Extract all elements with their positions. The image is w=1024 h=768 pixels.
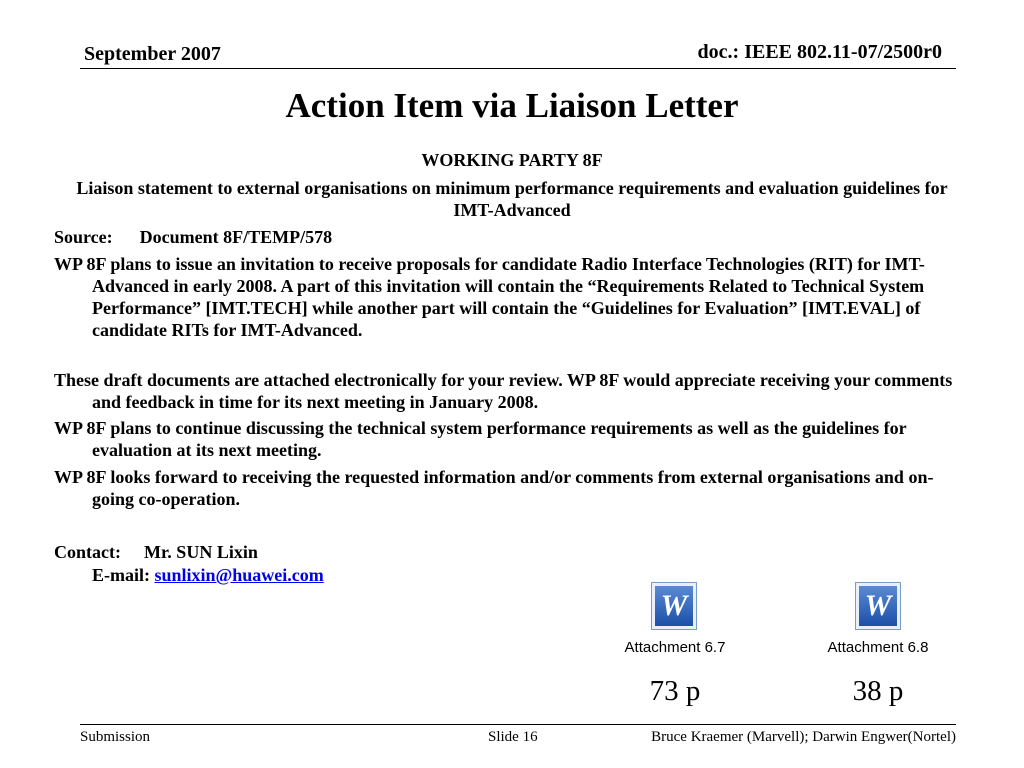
slide-title: Action Item via Liaison Letter	[285, 86, 739, 125]
word-document-icon[interactable]: W	[651, 582, 697, 630]
paragraph-4: WP 8F looks forward to receiving the requested information and/or comments from external organisations and on-going co-operation.	[54, 467, 934, 509]
footer-slide-number: Slide 16	[488, 729, 538, 745]
footer-submission: Submission	[80, 729, 151, 745]
attachment-pages-6-7: 73 p	[649, 675, 701, 707]
source-line	[54, 227, 332, 248]
contact-label: Contact:	[54, 542, 121, 562]
header-rule	[80, 68, 956, 69]
source-value: Document 8F/TEMP/578	[139, 227, 333, 247]
footer-rule	[80, 724, 956, 725]
header-date: September 2007	[84, 43, 221, 65]
contact-name: Mr. SUN Lixin	[143, 542, 258, 562]
liaison-statement: Liaison statement to external organisations on minimum performance requirements and evaluation guidelines for IMT-Advanced	[76, 178, 948, 220]
paragraph-3: WP 8F plans to continue discussing the technical system performance requirements as well as the guidelines for evaluation at its next meeting.	[54, 418, 907, 460]
paragraph-1: WP 8F plans to issue an invitation to receive proposals for candidate Radio Interface Technologies (RIT) for IMT-Advanced in early 2008. A part of this invitation will contain the “Requirements Related to Technical System Performance” [IMT.TECH] while another part will contain the “Guidelines for Evaluation” [IMT.EVAL] of candidate RITs for IMT-Advanced.	[54, 254, 925, 340]
source-label: Source:	[54, 227, 113, 247]
header-doc-id: doc.: IEEE 802.11-07/2500r0	[697, 41, 942, 63]
contact-line	[54, 542, 258, 563]
word-document-icon[interactable]: W	[855, 582, 901, 630]
footer-authors: Bruce Kraemer (Marvell); Darwin Engwer(Nortel)	[651, 729, 956, 745]
paragraph-2: These draft documents are attached electronically for your review. WP 8F would appreciate receiving your comments and feedback in time for its next meeting in January 2008.	[54, 370, 953, 412]
attachment-pages-6-8: 38 p	[852, 675, 904, 707]
attachment-label-6-7: Attachment 6.7	[624, 639, 726, 656]
attachment-label-6-8: Attachment 6.8	[827, 639, 929, 656]
email-label: E-mail:	[92, 565, 150, 585]
working-party-heading: WORKING PARTY 8F	[421, 150, 603, 170]
email-link[interactable]: sunlixin@huawei.com	[154, 565, 324, 585]
email-line	[92, 565, 324, 586]
